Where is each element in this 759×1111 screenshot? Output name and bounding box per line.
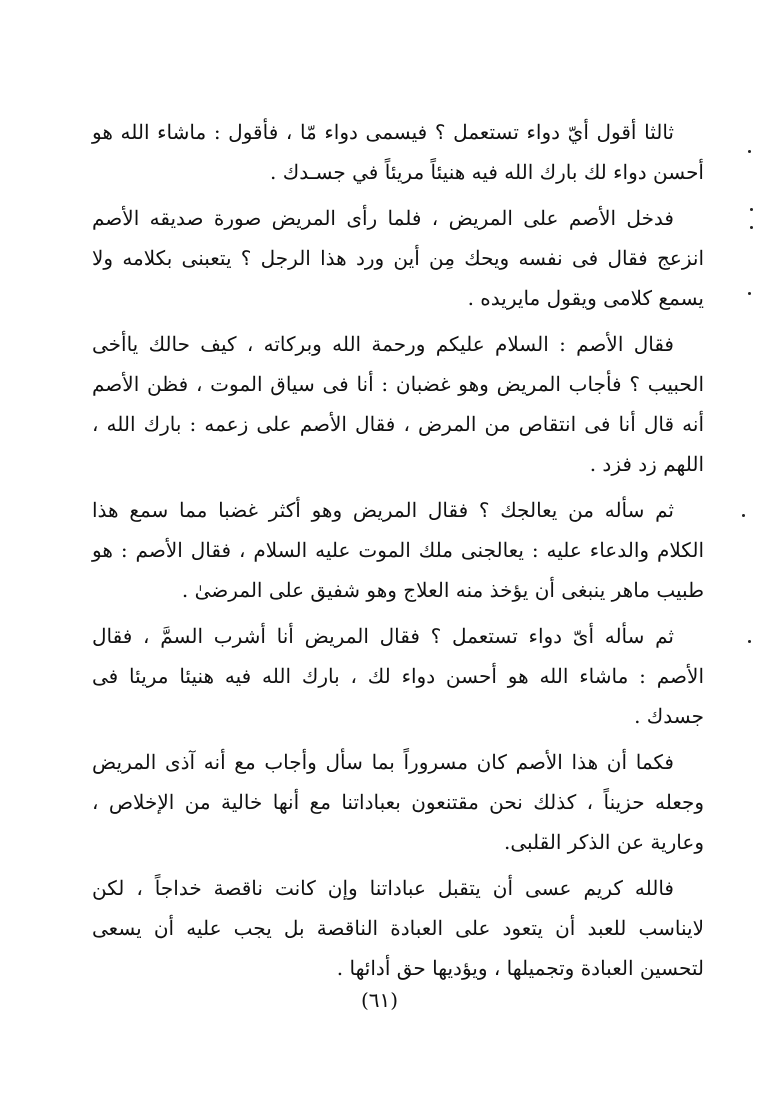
page-number: (٦١)	[360, 988, 399, 1012]
paragraph-5: ثم سأله أىّ دواء تستعمل ؟ فقال المريض أنا أشرب السمَّ ، فقال الأصم : ماشاء الله هو أحسن دواء لك ، بارك الله فيه هنيئا مريئا فى جسدك .	[92, 624, 704, 728]
scan-speck	[748, 292, 751, 295]
scan-speck	[750, 208, 753, 211]
scan-speck	[748, 640, 751, 643]
scan-speck	[750, 226, 753, 229]
scan-speck	[748, 150, 751, 153]
paragraph-6: فكما أن هذا الأصم كان مسروراً بما سأل وأجاب مع أنه آذى المريض وجعله حزيناً ، كذلك نحن مقتنعون بعباداتنا مع أنها خالية من الإخلاص ، وعارية عن الذكر القلبى.	[92, 750, 704, 854]
body-text	[92, 112, 704, 994]
scan-speck	[742, 514, 745, 517]
paragraph-7: فالله كريم عسى أن يتقبل عباداتنا وإن كانت ناقصة خداجاً ، لكن لايناسب للعبد أن يتعود على العبادة الناقصة بل يجب عليه أن يسعى لتحسين العبادة وتجميلها ، ويؤديها حق أدائها .	[92, 876, 704, 980]
paragraph-2: فدخل الأصم على المريض ، فلما رأى المريض صورة صديقه الأصم انزعج فقال فى نفسه ويحك مِن أين ورد هذا الرجل ؟ يتعبنى بكلامه ولا يسمع كلامى ويقول مايريده .	[92, 206, 704, 310]
paragraph-3: فقال الأصم : السلام عليكم ورحمة الله وبركاته ، كيف حالك ياأخى الحبيب ؟ فأجاب المريض وهو غضبان : أنا فى سياق الموت ، فظن الأصم أنه قال أنا فى انتقاص من المرض ، فقال الأصم على زعمه : بارك الله ، اللهم زد فزد .	[92, 332, 704, 476]
paragraph-4: ثم سأله من يعالجك ؟ فقال المريض وهو أكثر غضبا مما سمع هذا الكلام والدعاء عليه : يعالجنى ملك الموت عليه السلام ، فقال الأصم : هو طبيب ماهر ينبغى أن يؤخذ منه العلاج وهو شفيق على المرضىٰ .	[92, 498, 704, 602]
paragraph-1: ثالثا أقول أيّ دواء تستعمل ؟ فيسمى دواء مّا ، فأقول : ماشاء الله هو أحسن دواء لك بارك الله فيه هنيئاً مريئاً في جسـدك .	[92, 120, 704, 184]
